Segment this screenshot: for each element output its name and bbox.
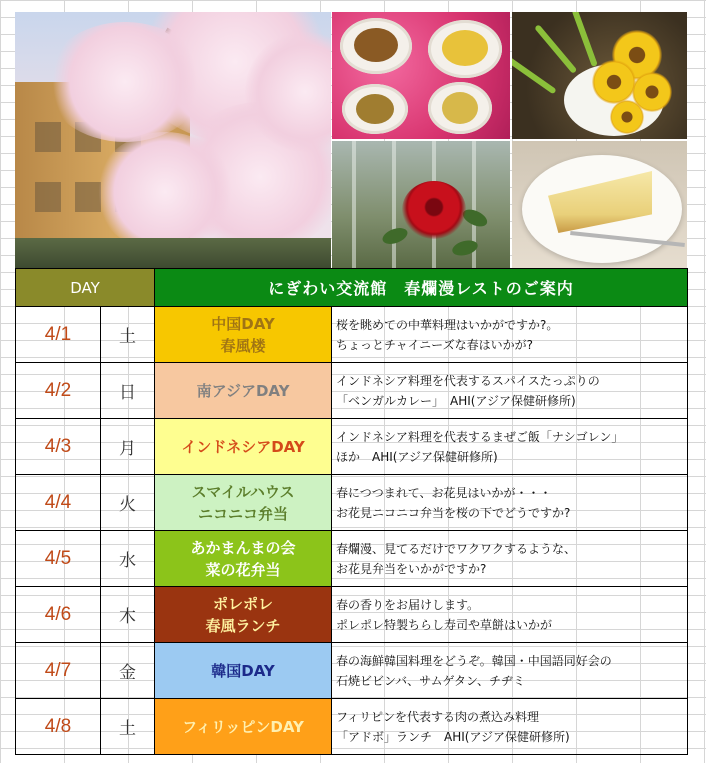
description-line: インドネシア料理を代表するスパイスたっぷりの — [336, 373, 600, 388]
event-name-line: 春風楼 — [220, 336, 266, 355]
date-cell: 4/2 — [16, 363, 101, 419]
table-row — [16, 699, 688, 755]
event-name-line: フィリッピンDAY — [182, 717, 304, 736]
description-line: 「アドボ」ランチ AHI(アジア保健研修所) — [336, 729, 570, 744]
day-header: DAY — [16, 269, 155, 307]
table-row — [16, 475, 688, 531]
table-row — [16, 643, 688, 699]
event-cell — [155, 307, 332, 363]
weekday-cell: 日 — [101, 363, 155, 419]
table-row — [16, 531, 688, 587]
table-header-row — [16, 269, 688, 307]
schedule-table — [15, 268, 688, 755]
event-name-line: 菜の花弁当 — [205, 560, 281, 579]
date-cell: 4/6 — [16, 587, 101, 643]
description-cell — [332, 531, 688, 587]
date-cell: 4/7 — [16, 643, 101, 699]
description-line: 春爛漫、見てるだけでワクワクするような、 — [336, 541, 577, 556]
table-row — [16, 363, 688, 419]
event-cell — [155, 531, 332, 587]
description-line: 春の海鮮韓国料理をどうぞ。韓国・中国語同好会の — [336, 653, 612, 668]
event-name-line: 韓国DAY — [211, 661, 275, 680]
description-line: 春の香りをお届けします。 — [336, 597, 480, 612]
description-line: お花見弁当をいかがですか? — [336, 561, 487, 576]
description-cell — [332, 419, 688, 475]
date-cell: 4/4 — [16, 475, 101, 531]
photo-collage — [15, 12, 687, 268]
event-name-line: ニコニコ弁当 — [198, 504, 289, 523]
weekday-cell: 木 — [101, 587, 155, 643]
event-cell — [155, 643, 332, 699]
event-cell — [155, 363, 332, 419]
event-name-line: インドネシアDAY — [181, 437, 305, 456]
description-cell — [332, 363, 688, 419]
event-name-line: ポレポレ — [213, 594, 274, 613]
event-name-line: 中国DAY — [211, 314, 275, 333]
date-cell: 4/1 — [16, 307, 101, 363]
page-title: にぎわい交流館 春爛漫レストのご案内 — [155, 269, 688, 307]
date-cell: 4/5 — [16, 531, 101, 587]
weekday-cell: 土 — [101, 699, 155, 755]
description-line: フィリピンを代表する肉の煮込み料理 — [336, 709, 540, 724]
cheesecake-photo — [512, 141, 687, 268]
event-name-line: スマイルハウス — [191, 482, 295, 501]
description-line: 石焼ビビンバ、サムゲタン、チヂミ — [336, 673, 526, 688]
description-line: 桜を眺めての中華料理はいかがですか?。 — [336, 317, 559, 332]
curry-dishes-photo — [332, 12, 510, 139]
event-cell — [155, 587, 332, 643]
description-cell — [332, 475, 688, 531]
description-line: インドネシア料理を代表するまぜご飯「ナシゴレン」 — [336, 429, 624, 444]
table-row — [16, 587, 688, 643]
description-line: ほか AHI(アジア保健研修所) — [336, 449, 498, 464]
event-name-line: 南アジアDAY — [196, 381, 290, 400]
cherry-blossom-photo — [15, 12, 331, 268]
red-rose-photo — [332, 141, 510, 268]
weekday-cell: 土 — [101, 307, 155, 363]
description-cell — [332, 643, 688, 699]
event-name-line: 春風ランチ — [205, 616, 281, 635]
description-cell — [332, 307, 688, 363]
description-line: 「ベンガルカレー」 AHI(アジア保健研修所) — [336, 393, 576, 408]
weekday-cell: 火 — [101, 475, 155, 531]
date-cell: 4/3 — [16, 419, 101, 475]
table-row — [16, 307, 688, 363]
description-cell — [332, 699, 688, 755]
description-cell — [332, 587, 688, 643]
description-line: 春につつまれて、お花見はいかが・・・ — [336, 485, 552, 500]
weekday-cell: 金 — [101, 643, 155, 699]
weekday-cell: 月 — [101, 419, 155, 475]
event-name-line: あかまんまの会 — [190, 538, 296, 557]
description-line: ちょっとチャイニーズな春はいかが? — [336, 337, 533, 352]
weekday-cell: 水 — [101, 531, 155, 587]
event-cell — [155, 475, 332, 531]
description-line: お花見ニコニコ弁当を桜の下でどうですか? — [336, 505, 571, 520]
table-row — [16, 419, 688, 475]
sunflower-photo — [512, 12, 687, 139]
description-line: ポレポレ特製ちらし寿司や草餅はいかが — [336, 617, 553, 632]
event-cell — [155, 699, 332, 755]
date-cell: 4/8 — [16, 699, 101, 755]
event-cell — [155, 419, 332, 475]
